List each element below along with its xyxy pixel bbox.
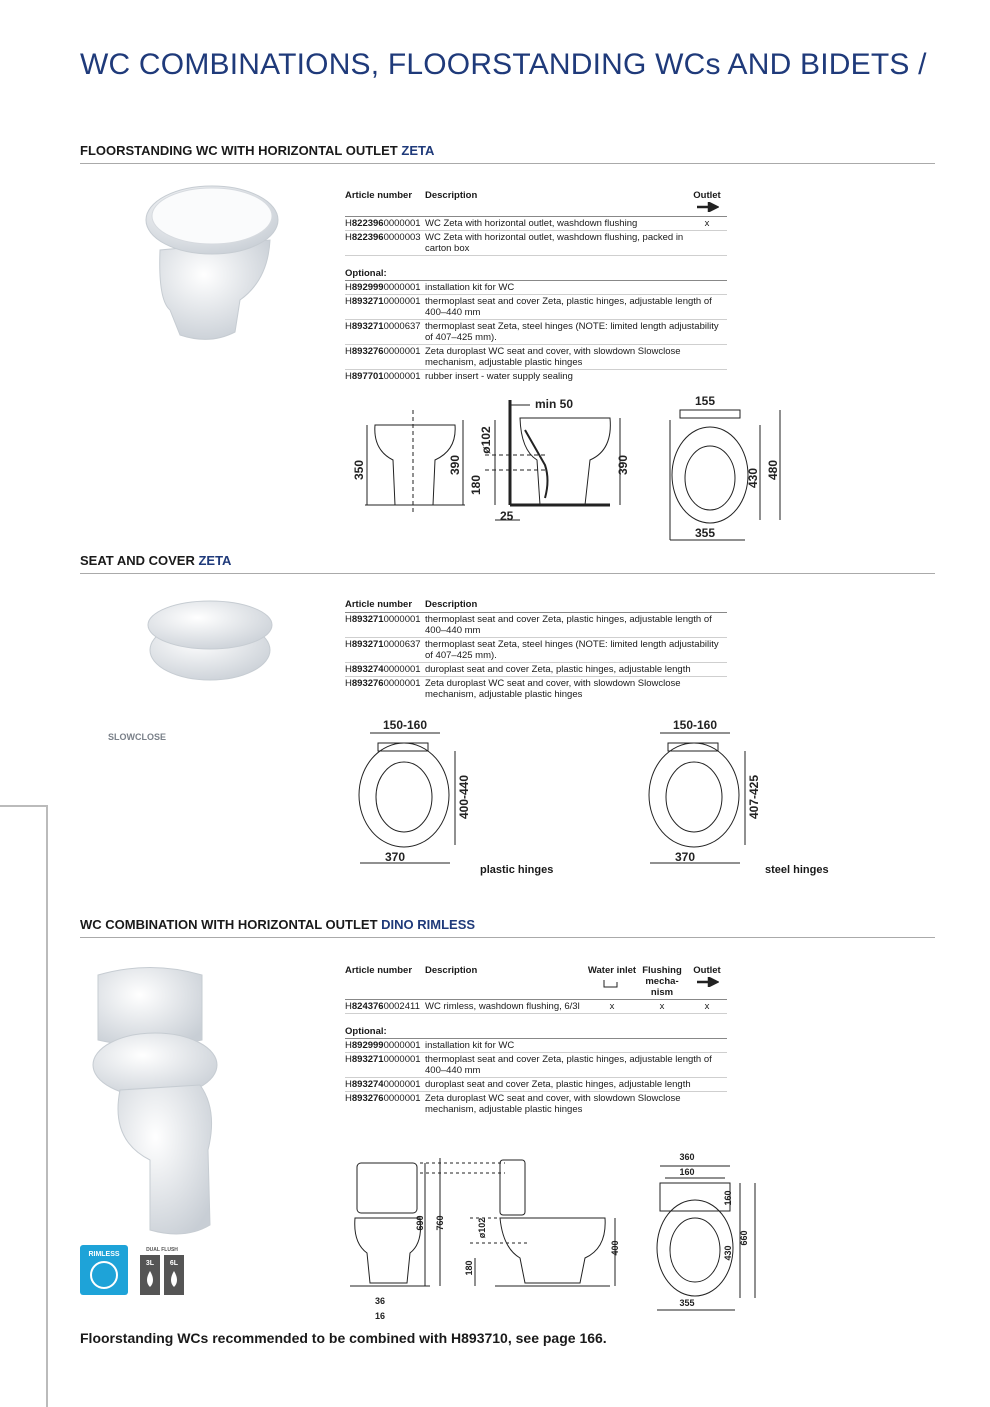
section-heading-zeta-wc: FLOORSTANDING WC WITH HORIZONTAL OUTLET ZETA xyxy=(80,143,935,164)
dim-430: 430 xyxy=(723,1245,733,1261)
table-row: H8932710000637 thermoplast seat Zeta, steel hinges (NOTE: limited length adjustability of 407–425 mm). xyxy=(345,320,727,345)
dim-seat1-bottom: 370 xyxy=(384,850,406,864)
dim-430: 430 xyxy=(746,467,760,489)
optional-label: Optional: xyxy=(345,1026,727,1039)
outlet-arrow-icon xyxy=(697,202,719,212)
water-inlet-icon xyxy=(603,979,621,989)
dim-seat1-side: 400-440 xyxy=(457,774,471,820)
caption-plastic-hinges: plastic hinges xyxy=(480,864,554,876)
dim-180: 180 xyxy=(464,1260,474,1276)
section-heading-dino: WC COMBINATION WITH HORIZONTAL OUTLET DINO RIMLESS xyxy=(80,917,935,938)
dual-flush-text: DUAL FLUSH xyxy=(146,1247,178,1253)
dim-seat1-top: 150-160 xyxy=(382,718,428,732)
page-side-bar xyxy=(0,805,48,1407)
dim-seat2-side: 407-425 xyxy=(747,774,761,820)
dino-technical-drawing xyxy=(345,1148,775,1326)
dim-390-side: 390 xyxy=(616,454,630,476)
dim-350: 350 xyxy=(352,459,366,481)
dim-102: ø102 xyxy=(477,1217,487,1239)
table-row: H8223960000001 WC Zeta with horizontal outlet, washdown flushing x xyxy=(345,217,727,231)
badges xyxy=(80,1245,190,1297)
table-row: H8932760000001 Zeta duroplast WC seat and cover, with slowdown Slowclose mechanism, adjustable plastic hinges xyxy=(345,345,727,370)
page-title: WC COMBINATIONS, FLOORSTANDING WCs AND BIDETS / xyxy=(80,48,927,81)
dim-180: 180 xyxy=(469,474,483,496)
seat-cover-photo xyxy=(140,595,280,685)
table-row: H8932710000637 thermoplast seat Zeta, steel hinges (NOTE: limited length adjustability of 407–425 mm). xyxy=(345,638,727,663)
dim-480: 480 xyxy=(766,459,780,481)
table-row: H8932760000001 Zeta duroplast WC seat and cover, with slowdown Slowclose mechanism, adjustable plastic hinges xyxy=(345,1093,681,1115)
table-row: H8932710000001 thermoplast seat and cover Zeta, plastic hinges, adjustable length of 400–440 mm xyxy=(345,1053,727,1078)
table-row: H8932740000001 duroplast seat and cover Zeta, plastic hinges, adjustable length xyxy=(345,1078,727,1092)
dim-400: 400 xyxy=(610,1240,620,1256)
table-row: H8929990000001 installation kit for WC xyxy=(345,1039,727,1053)
dim-690: 690 xyxy=(415,1215,425,1231)
dim-seat2-bottom: 370 xyxy=(674,850,696,864)
dim-160-side: 160 xyxy=(723,1190,733,1206)
table-row: H8929990000001 installation kit for WC xyxy=(345,281,727,295)
footer-note: Floorstanding WCs recommended to be combined with H893710, see page 166. xyxy=(80,1330,607,1346)
dim-355: 355 xyxy=(695,526,716,540)
dim-36: 36 xyxy=(374,1296,386,1306)
dim-390-front: 390 xyxy=(448,454,462,476)
slowclose-badge: SLOWCLOSE xyxy=(108,732,166,742)
outlet-arrow-icon xyxy=(697,977,719,987)
wc-zeta-photo xyxy=(140,180,290,345)
table-row: H8977010000001 rubber insert - water supply sealing xyxy=(345,371,573,382)
svg-text:3L: 3L xyxy=(145,1260,155,1267)
rimless-badge-text: RIMLESS xyxy=(88,1251,120,1258)
table-row: H8932710000001 thermoplast seat and cover Zeta, plastic hinges, adjustable length of 400–440 mm xyxy=(345,295,727,320)
zeta-technical-drawing xyxy=(345,390,795,550)
table-row: H8243760002411 WC rimless, washdown flushing, 6/3l x x x xyxy=(345,1000,727,1014)
caption-steel-hinges: steel hinges xyxy=(765,864,829,876)
dim-16: 16 xyxy=(374,1311,386,1321)
seat-drawing-steel xyxy=(640,715,770,875)
dim-160-top: 160 xyxy=(679,1167,695,1177)
dim-25: 25 xyxy=(500,509,514,523)
dim-seat2-top: 150-160 xyxy=(672,718,718,732)
section-heading-seat-cover: SEAT AND COVER ZETA xyxy=(80,553,935,574)
table-dino: Article number Description Water inlet Flushing mecha- nism Outlet H8243760002411 WC rimless, washdown flushing, 6/3l x x x Optional: H8929990000001 installation kit for WC H8932710000001 thermoplast seat and cover Zeta, plastic hinges, adjustable length of 400–440 mm H8932740000001 duroplast seat and cover Zeta, plastic hinges, adjustable length H8932760000001 Zeta duroplast WC seat and cover, with slowdown Slowclose mechanism, adjustable plastic hinges xyxy=(345,965,727,1116)
table-row: H8932760000001 Zeta duroplast WC seat and cover, with slowdown Slowclose mechanism, adjustable plastic hinges xyxy=(345,678,681,700)
dim-102: ø102 xyxy=(479,426,493,454)
table-row: H8223960000003 WC Zeta with horizontal outlet, washdown flushing, packed in carton box xyxy=(345,231,727,256)
dim-360: 360 xyxy=(679,1152,695,1162)
table-row: H8932740000001 duroplast seat and cover Zeta, plastic hinges, adjustable length xyxy=(345,663,727,677)
table-row: H8932710000001 thermoplast seat and cover Zeta, plastic hinges, adjustable length of 400–440 mm xyxy=(345,613,727,638)
table-seat-cover: Article number Description H8932710000001 thermoplast seat and cover Zeta, plastic hinges, adjustable length of 400–440 mm H8932710000637 thermoplast seat Zeta, steel hinges (NOTE: limited length adjustability of 407–425 mm). H8932740000001 duroplast seat and cover Zeta, plastic hinges, adjustable length H8932760000001 Zeta duroplast WC seat and cover, with slowdown Slowclose mechanism, adjustable plastic hinges xyxy=(345,599,727,701)
dim-155: 155 xyxy=(695,394,716,408)
optional-label: Optional: xyxy=(345,268,727,281)
dim-660: 660 xyxy=(739,1230,749,1246)
wc-dino-photo xyxy=(90,960,220,1240)
seat-drawing-plastic xyxy=(350,715,480,875)
svg-text:6L: 6L xyxy=(169,1260,179,1267)
dim-760: 760 xyxy=(435,1215,445,1231)
table-zeta-wc: Article number Description Outlet H8223960000001 WC Zeta with horizontal outlet, washdown flushing x H8223960000003 WC Zeta with horizontal outlet, washdown flushing, packed in carton box Optional: H8929990000001 installation kit for WC H8932710000001 thermoplast seat and cover Zeta, plastic hinges, adjustable length of 400–440 mm H8932710000637 thermoplast seat Zeta, steel hinges (NOTE: limited length adjustability of 407–425 mm). H8932760000001 Zeta duroplast WC seat and cover, with slowdown Slowclose mechanism, adjustable plastic hinges H8977010000001 rubber insert - water supply sealing xyxy=(345,190,727,383)
dim-355: 355 xyxy=(679,1298,695,1308)
dim-min50: min 50 xyxy=(535,397,574,411)
